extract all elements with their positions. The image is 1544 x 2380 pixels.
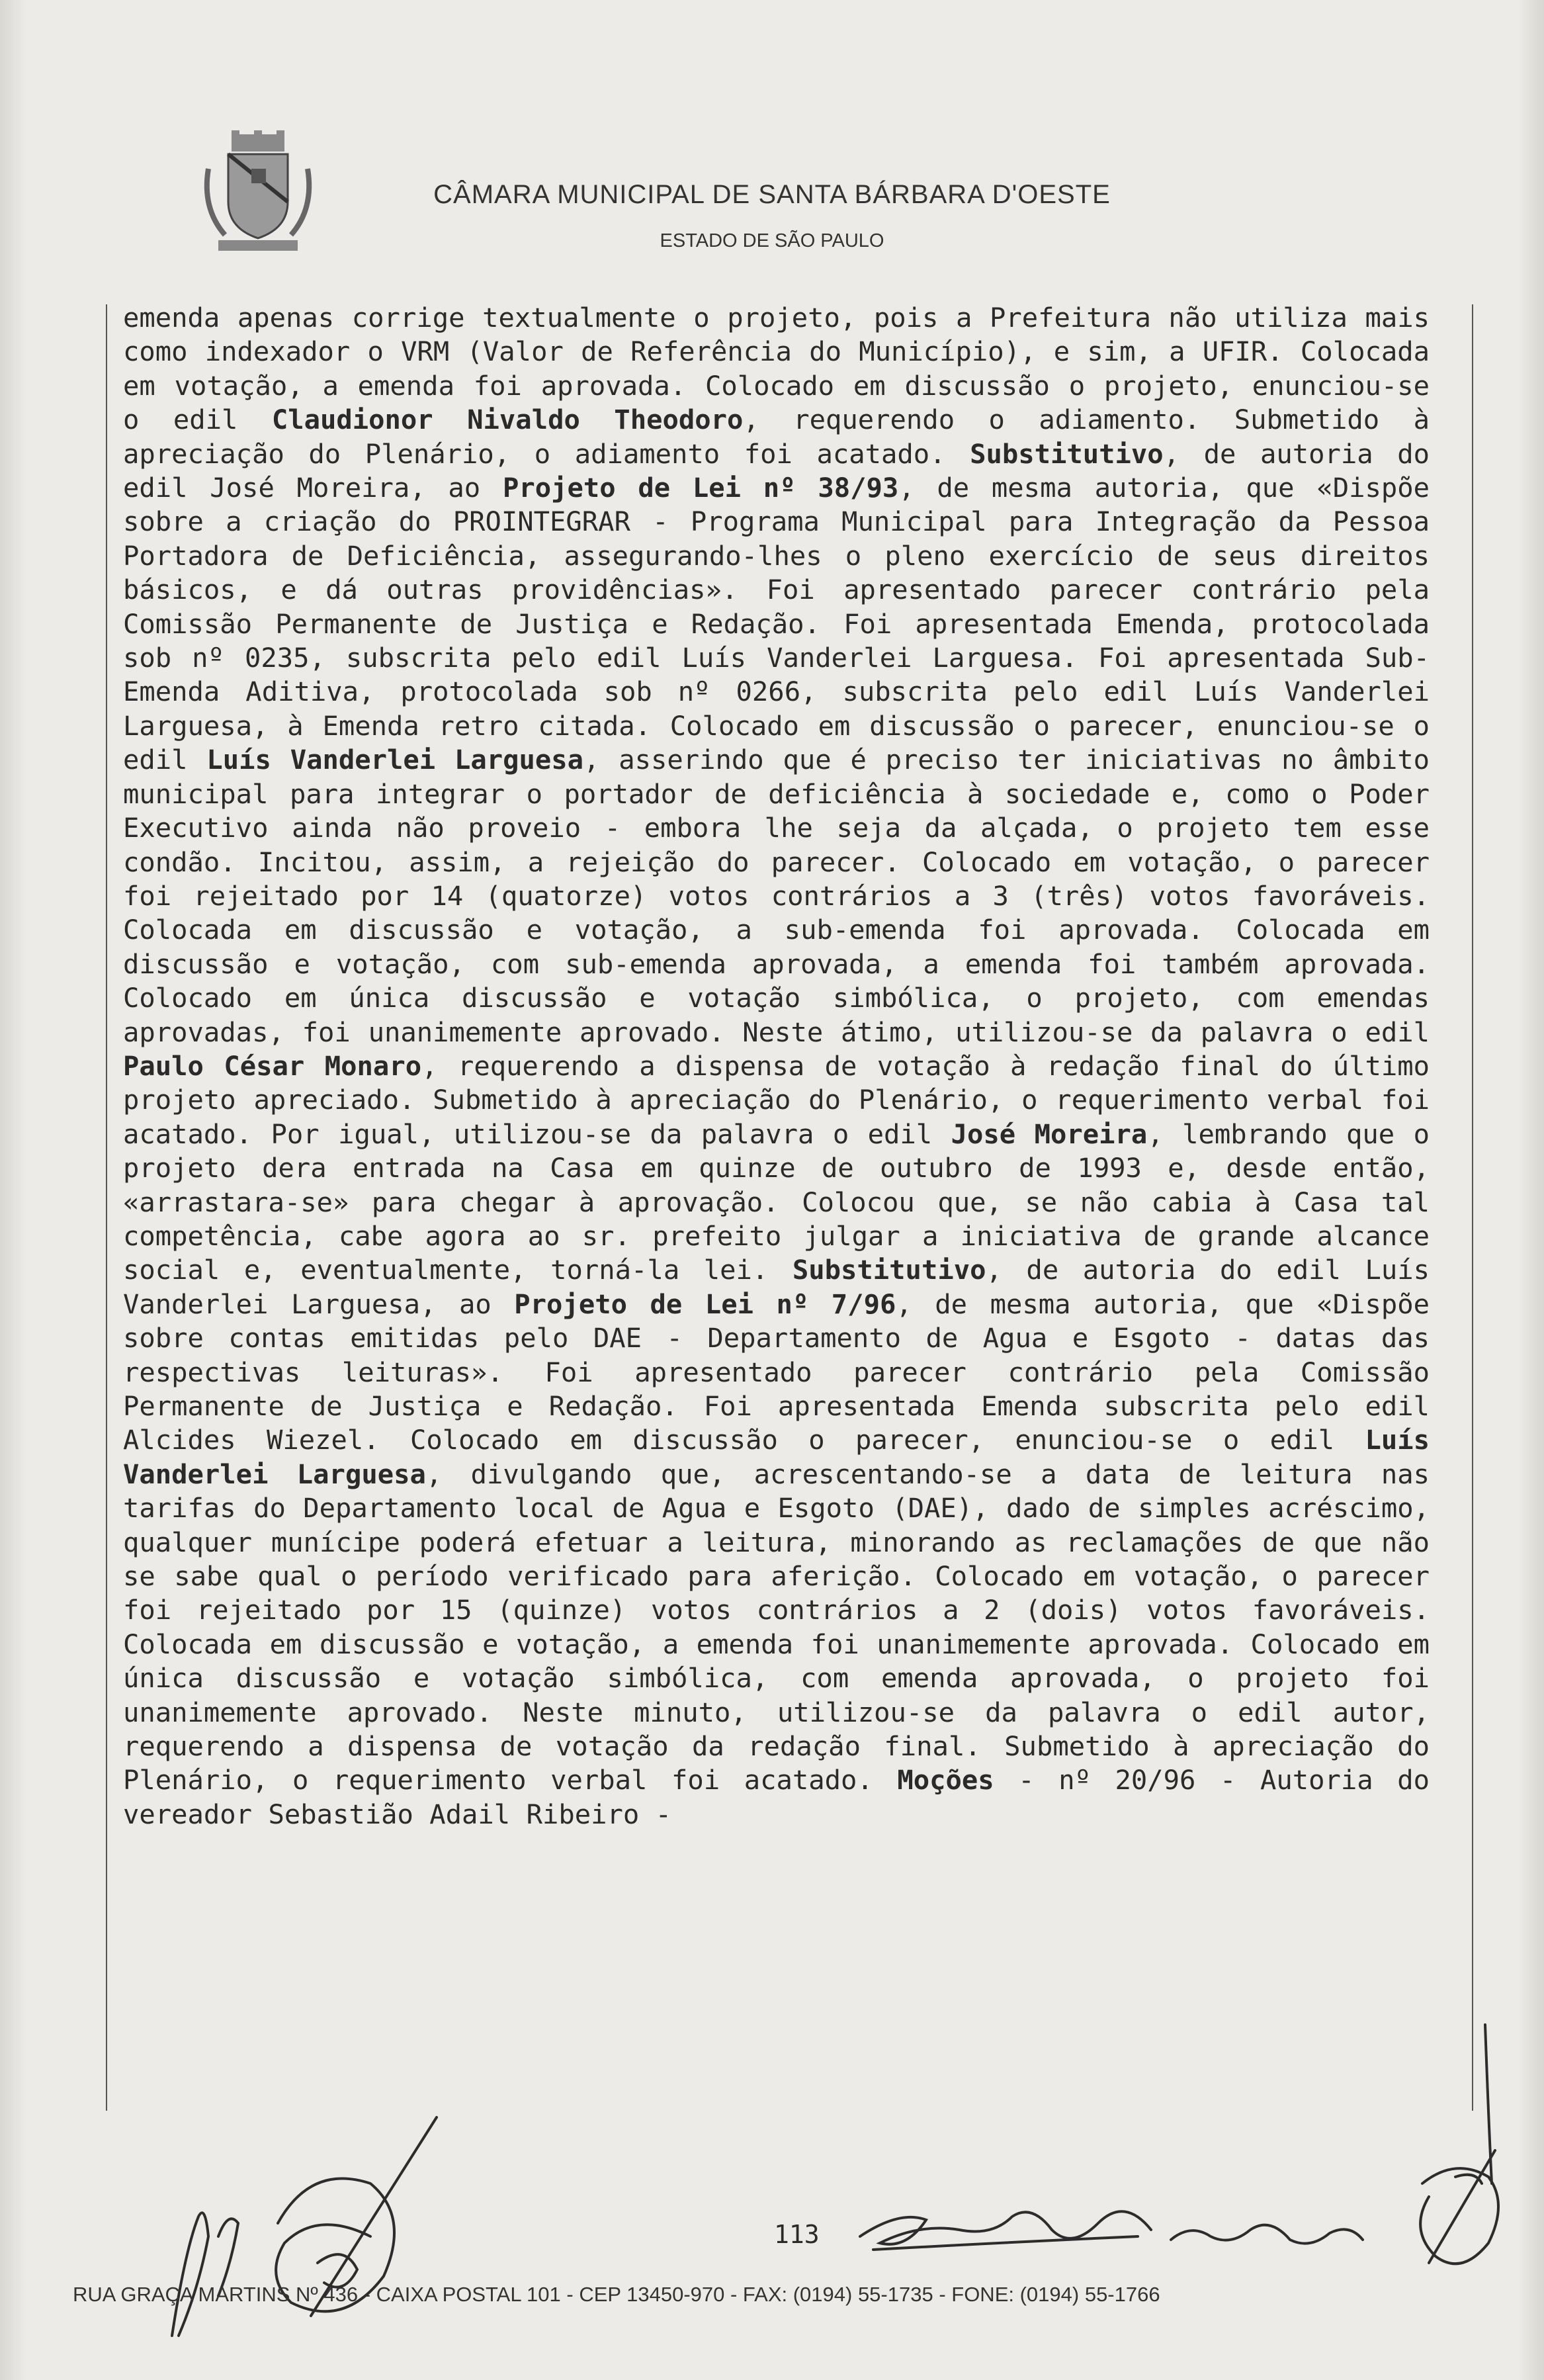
left-margin-rule [106, 304, 107, 2111]
councillor-name: Luís Vanderlei Larguesa [123, 1424, 1430, 1490]
state-subtitle: ESTADO DE SÃO PAULO [660, 230, 884, 251]
bill-reference: Projeto de Lei nº 7/96 [514, 1288, 896, 1320]
councillor-name: José Moreira [951, 1118, 1148, 1150]
address-footer: RUA GRAÇA MARTINS Nº 436 - CAIXA POSTAL 101 - CEP 13450-970 - FAX: (0194) 55-1735 - FONE: (0194) 55-1766 [73, 2283, 1160, 2306]
councillor-name: Paulo César Monaro [123, 1049, 422, 1082]
bill-reference: Projeto de Lei nº 38/93 [502, 472, 899, 504]
page-number: 113 [774, 2220, 820, 2249]
councillor-name: Luís Vanderlei Larguesa [206, 744, 584, 776]
substitutive-label: Substitutivo [792, 1254, 986, 1286]
motions-label: Moções [897, 1764, 994, 1796]
minutes-paragraph: emenda apenas corrige textualmente o projeto, pois a Prefeitura não utiliza mais como indexador o VRM (Valor de Referência do Município), e sim, a UFIR. Colocada em votação, a emenda foi aprovada. Colocado em discussão o projeto, enunciou-se o edil Claudionor Nivaldo Theodoro, requerendo o adiamento. Submetido à apreciação do Plenário, o adiamento foi acatado. Substitutivo, de autoria do edil José Moreira, ao Projeto de Lei nº 38/93, de mesma autoria, que «Dispõe sobre a criação do PROINTEGRAR - Programa Municipal para Integração da Pessoa Portadora de Deficiência, assegurando-lhes o pleno exercício de seus direitos básicos, e dá outras providências». Foi apresentado parecer contrário pela Comissão Permanente de Justiça e Redação. Foi apresentada Emenda, protocolada sob nº 0235, subscrita pelo edil Luís Vanderlei Larguesa. Foi apresentada Sub-Emenda Aditiva, protocolada sob nº 0266, subscrita pelo edil Luís Vanderlei Larguesa, à Emenda retro citada. Colocado em discussão o parecer, enunciou-se o edil Luís Vanderlei Larguesa, asserindo que é preciso ter iniciativas no âmbito municipal para integrar o portador de deficiência à sociedade e, como o Poder Executivo ainda não proveio - embora lhe seja da alçada, o projeto tem esse condão. Incitou, assim, a rejeição do parecer. Colocado em votação, o parecer foi rejeitado por 14 (quatorze) votos contrários a 3 (três) votos favoráveis. Colocada em discussão e votação, a sub-emenda foi aprovada. Colocada em discussão e votação, com sub-emenda aprovada, a emenda foi também aprovada. Colocado em única discussão e votação simbólica, o projeto, com emendas aprovadas, foi unanimemente aprovado. Neste átimo, utilizou-se da palavra o edil Paulo César Monaro, requerendo a dispensa de votação à redação final do último projeto apreciado. Submetido à apreciação do Plenário, o requerimento verbal foi acatado. Por igual, utilizou-se da palavra o edil José Moreira, lembrando que o projeto dera entrada na Casa em quinze de outubro de 1993 e, desde então, «arrastara-se» para chegar à aprovação. Colocou que, se não cabia à Casa tal competência, cabe agora ao sr. prefeito julgar a iniciativa de grande alcance social e, eventualmente, torná-la lei. Substitutivo, de autoria do edil Luís Vanderlei Larguesa, ao Projeto de Lei nº 7/96, de mesma autoria, que «Dispõe sobre contas emitidas pelo DAE - Departamento de Agua e Esgoto - datas das respectivas leituras». Foi apresentado parecer contrário pela Comissão Permanente de Justiça e Redação. Foi apresentada Emenda subscrita pelo edil Alcides Wiezel. Colocado em discussão o parecer, enunciou-se o edil Luís Vanderlei Larguesa, divulgando que, acrescentando-se a data de leitura nas tarifas do Departamento local de Agua e Esgoto (DAE), dado de simples acréscimo, qualquer munícipe poderá efetuar a leitura, minorando as reclamações de que não se sabe qual o período verificado para aferição. Colocado em votação, o parecer foi rejeitado por 15 (quinze) votos contrários a 2 (dois) votos favoráveis. Colocada em discussão e votação, a emenda foi unanimemente aprovada. Colocado em única discussão e votação simbólica, com emenda aprovada, o projeto foi unanimemente aprovado. Neste minuto, utilizou-se da palavra o edil autor, requerendo a dispensa de votação da redação final. Submetido à apreciação do Plenário, o requerimento verbal foi acatado. Moções - nº 20/96 - Autoria do vereador Sebastião Adail Ribeiro - [123, 302, 1430, 1830]
minutes-body [123, 301, 1430, 1831]
right-margin-rule [1472, 304, 1473, 2111]
councillor-name: Claudionor Nivaldo Theodoro [271, 404, 744, 436]
chamber-title: CÂMARA MUNICIPAL DE SANTA BÁRBARA D'OESTE [433, 180, 1111, 209]
substitutive-label: Substitutivo [970, 437, 1164, 470]
